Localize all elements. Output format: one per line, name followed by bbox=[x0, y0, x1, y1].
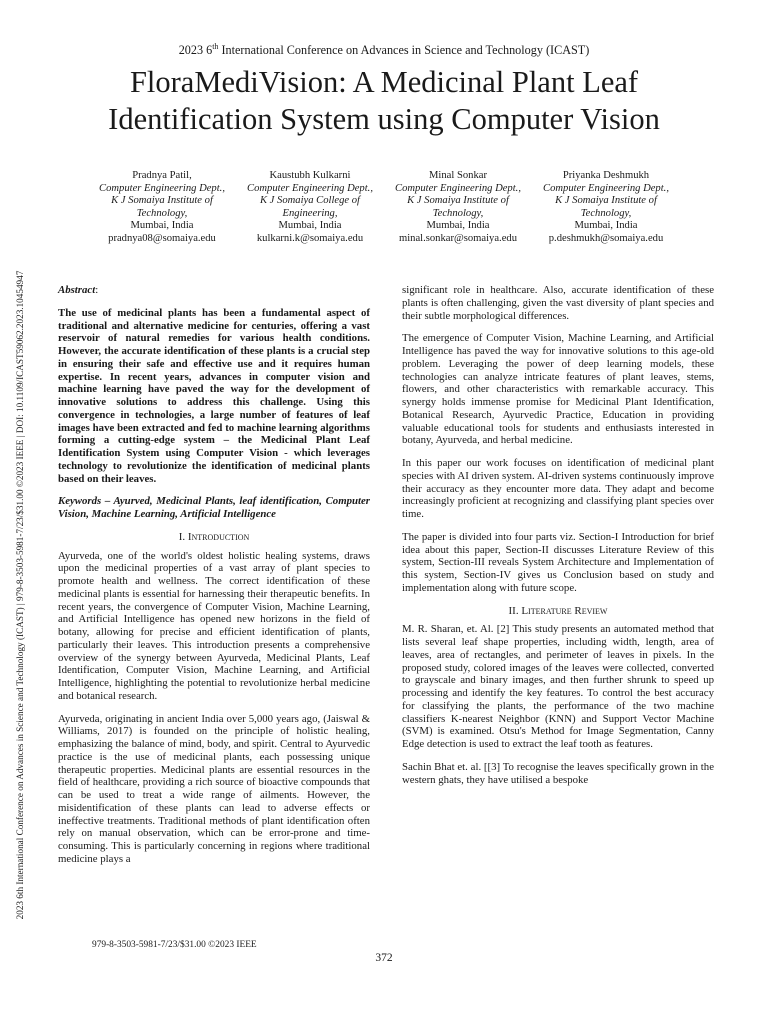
author-dept: Computer Engineering Dept., bbox=[99, 182, 225, 194]
conference-ordinal: th bbox=[212, 42, 219, 51]
literature-paragraph-2: Sachin Bhat et. al. [[3] To recognise the leaves specifically grown in the western ghats, they have utilised a bespoke bbox=[402, 760, 714, 786]
right-paragraph-2: The emergence of Computer Vision, Machine Learning, and Artificial Intelligence has paved the way for innovative solutions to this age-old problem. Leveraging the power of deep learning models, these technologies can analyze intricate features of plant leaves, stems, flowers, and other characteristics with remarkable accuracy. This synergy holds immense promise for Medicinal Plant Identification, Botanical Research, Ayurvedic Practice, Education in providing valuable educational tools for students and enthusiasts interested in botany, Ayurveda, and herbal medicine. bbox=[402, 332, 714, 447]
literature-paragraph-1: M. R. Sharan, et. Al. [2] This study presents an automated method that lists several leaf shape properties, including width, length, area of leaves, area of rectangles, and perimeter of leaves in pixels. In the proposed study, colored images of the leaves were collected, converted to grayscale and binary images, and then further shrunk to speed up processing and identify the key features. To control the best accuracy for classifying the plants, the performance of the two machine classifiers K-nearest Neighbor (KNN) and Support Vector Machine (SVM) is examined. Otsu's Method for Image Segmentation, Canny Edge detection is used to extract the leaf tooth as features. bbox=[402, 623, 714, 750]
abstract-colon: : bbox=[95, 284, 99, 296]
abstract-label: Abstract bbox=[58, 284, 96, 296]
author-institute: K J Somaiya Institute of Technology, bbox=[555, 195, 657, 219]
intro-paragraph-2: Ayurveda, originating in ancient India over 5,000 years ago, (Jaiswal & Williams, 2017) is founded on the principle of holistic healing, emphasizing the balance of mind, body, and spirit. Central to Ayurvedic practice is the use of medicinal plants, each possessing unique therapeutic properties. Medicinal plants are essential resources in the field of healthcare, providing a rich source of bioactive compounds that can be used to treat a wide range of ailments. However, the misidentification of these plants can lead to adverse effects or ineffective treatments. Traditional methods of plant identification often rely on manual observation, which can be error-prone and time-consuming. This is particularly concerning in regions where traditional medicine plays a bbox=[58, 712, 370, 865]
author-name: Priyanka Deshmukh bbox=[562, 170, 650, 181]
right-paragraph-3: In this paper our work focuses on identification of medicinal plant species with AI driven system. AI-driven systems continuously improve their accuracy as they encounter more data. They adapt and become increasingly proficient at recognizing and classifying plant species over time. bbox=[402, 457, 714, 520]
section-heading-introduction: I. Introduction bbox=[178, 530, 250, 543]
author-dept: Computer Engineering Dept., bbox=[543, 182, 669, 194]
author-email[interactable]: p.deshmukh@somaiya.edu bbox=[548, 232, 664, 244]
author-block bbox=[88, 170, 688, 246]
right-paragraph-4: The paper is divided into four parts viz. Section-I Introduction for brief idea about this paper, Section-II discusses Literature Review of this system, Section-III reveals System Architecture and Implementation of this system, Section-IV gives us Conclusion based on study and implementation along with future scope. bbox=[402, 530, 714, 594]
intro-paragraph-1: Ayurveda, one of the world's oldest holistic healing systems, draws upon the medicinal properties of a vast array of plant species to promote health and wellness. The correct identification of these medicinal plants is essential for harnessing their therapeutic benefits. In recent years, the convergence of Computer Vision, Machine Learning, and Artificial Intelligence has opened new horizons in the field of botany, allowing for precise and efficient identification of plants, particularly their leaves. This introduction presents a comprehensive overview of the synergy between Ayurveda, Medicinal Plants, Leaf Identification, Computer Vision, Machine Learning, and Artificial Intelligence, highlighting the potential to revolutionize herbal medicine and botanical research. bbox=[58, 549, 370, 702]
author-institute: K J Somaiya College of Engineering, bbox=[259, 195, 361, 219]
keywords: Keywords – Ayurved, Medicinal Plants, leaf identification, Computer Vision, Machine Learning, Artificial Intelligence bbox=[58, 495, 370, 520]
conference-year: 2023 6 bbox=[178, 43, 213, 58]
author-name: Minal Sonkar bbox=[429, 170, 487, 181]
abstract-heading bbox=[58, 284, 370, 297]
author-email[interactable]: kulkarni.k@somaiya.edu bbox=[256, 232, 364, 244]
author-institute: K J Somaiya Institute of Technology, bbox=[407, 195, 509, 219]
author-city: Mumbai, India bbox=[130, 220, 194, 232]
footer-isbn: 979-8-3503-5981-7/23/$31.00 ©2023 IEEE bbox=[92, 940, 257, 950]
author-dept: Computer Engineering Dept., bbox=[247, 182, 373, 194]
left-column bbox=[58, 284, 370, 876]
right-column bbox=[402, 284, 714, 796]
author-email[interactable]: pradnya08@somaiya.edu bbox=[108, 232, 216, 244]
author-institute: K J Somaiya Institute of Technology, bbox=[111, 195, 213, 219]
author-city: Mumbai, India bbox=[426, 220, 490, 232]
author-1 bbox=[88, 170, 236, 246]
side-doi-strip: 2023 6th International Conference on Advances in Science and Technology (ICAST) | 979-8-3503-5981-7/23/$31.00 ©2023 IEEE | DOI: 10.1109/ICAST59062.2023.10454947 bbox=[15, 270, 25, 920]
author-name: Kaustubh Kulkarni bbox=[269, 170, 351, 181]
page-number: 372 bbox=[375, 952, 393, 964]
author-city: Mumbai, India bbox=[574, 220, 638, 232]
author-email[interactable]: minal.sonkar@somaiya.edu bbox=[398, 232, 518, 244]
author-name: Pradnya Patil, bbox=[132, 170, 192, 181]
author-3 bbox=[384, 170, 532, 246]
conference-header bbox=[0, 42, 768, 58]
conference-name: International Conference on Advances in Science and Technology (ICAST) bbox=[218, 43, 590, 58]
author-city: Mumbai, India bbox=[278, 220, 342, 232]
author-4 bbox=[532, 170, 680, 246]
right-paragraph-1: significant role in healthcare. Also, accurate identification of these plants is often challenging, given the vast diversity of plant species and their subtle morphological differences. bbox=[402, 284, 714, 322]
section-heading-literature-review: II. Literature Review bbox=[508, 604, 608, 617]
author-dept: Computer Engineering Dept., bbox=[395, 182, 521, 194]
abstract-text: The use of medicinal plants has been a fundamental aspect of traditional and alternative medicine for centuries, offering a vast reservoir of natural remedies for various health conditions. However, the accurate identification of these plants is a crucial step in ensuring their safe and effective use and it requires human expertise. In recent years, advances in computer vision and machine learning have paved the way for the development of innovative solutions to address this challenge. Using this convergence in technologies, a large number of features of leaf images have been extracted and fed to machine learning algorithms forming a cutting-edge system – the Medicinal Plant Leaf Identification System using Computer Vision - which leverages technology to revolutionize the identification of medicinal plants based on their leaves. bbox=[58, 306, 370, 485]
paper-title: FloraMediVision: A Medicinal Plant Leaf Identification System using Computer Vision bbox=[108, 65, 660, 136]
author-2 bbox=[236, 170, 384, 246]
